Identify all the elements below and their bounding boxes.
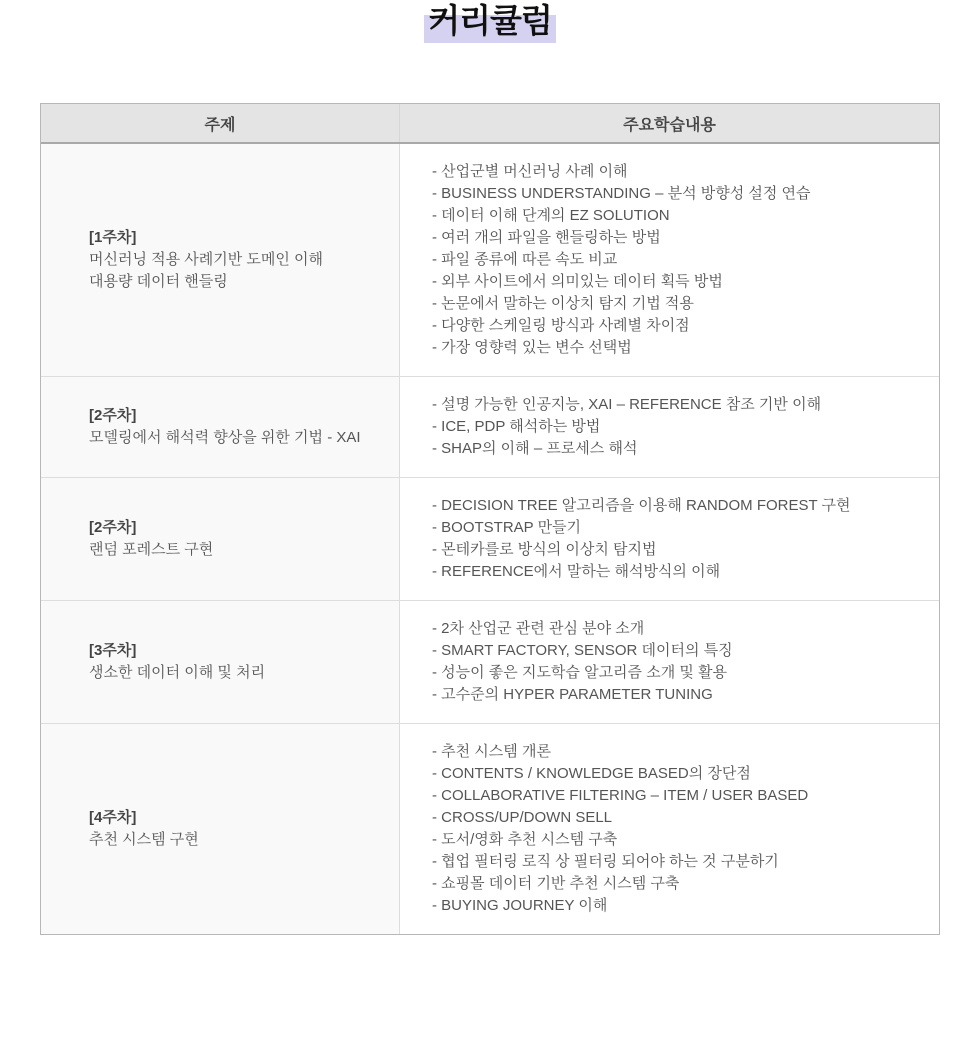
contents-cell-content: [432, 741, 808, 917]
topic-cell-content: [89, 807, 199, 851]
contents-cell: [399, 144, 939, 376]
content-line: - 쇼핑몰 데이터 기반 추천 시스템 구축: [432, 875, 680, 892]
contents-cell: [399, 478, 939, 600]
content-line: - 데이터 이해 단계의 EZ SOLUTION: [432, 207, 670, 224]
content-line: - 2차 산업군 관련 관심 분야 소개: [432, 620, 645, 637]
topic-line: 랜덤 포레스트 구현: [89, 541, 214, 558]
topic-cell: [41, 601, 399, 723]
table-row: [41, 477, 939, 600]
content-line: - 여러 개의 파일을 핸들링하는 방법: [432, 229, 661, 246]
content-line: - CONTENTS / KNOWLEDGE BASED의 장단점: [432, 765, 751, 782]
contents-cell-content: [432, 161, 811, 359]
topic-cell-content: [89, 517, 213, 561]
topic-line: 생소한 데이터 이해 및 처리: [89, 664, 266, 681]
topic-cell: [41, 478, 399, 600]
content-line: - 가장 영향력 있는 변수 선택법: [432, 339, 632, 356]
week-label: [3주차]: [89, 642, 137, 659]
content-line: - 몬테카를로 방식의 이상치 탐지법: [432, 541, 657, 558]
content-line: - BUSINESS UNDERSTANDING – 분석 방향성 설정 연습: [432, 185, 811, 202]
topic-cell: [41, 144, 399, 376]
page-title: 커리큘럼: [424, 2, 556, 43]
content-line: - BUYING JOURNEY 이해: [432, 897, 608, 914]
table-body: [41, 144, 939, 934]
content-line: - 파일 종류에 따른 속도 비교: [432, 251, 618, 268]
content-line: - COLLABORATIVE FILTERING – ITEM / USER BASED: [432, 787, 809, 804]
table-row: [41, 600, 939, 723]
content-line: - 외부 사이트에서 의미있는 데이터 획득 방법: [432, 273, 723, 290]
content-line: - 산업군별 머신러닝 사례 이해: [432, 163, 628, 180]
curriculum-table: [40, 103, 940, 935]
content-line: - SHAP의 이해 – 프로세스 해석: [432, 440, 638, 457]
content-line: - 고수준의 HYPER PARAMETER TUNING: [432, 686, 713, 703]
topic-line: 머신러닝 적용 사례기반 도메인 이해: [89, 251, 324, 268]
topic-cell: [41, 724, 399, 934]
contents-cell: [399, 377, 939, 477]
content-line: - CROSS/UP/DOWN SELL: [432, 809, 613, 826]
contents-cell: [399, 724, 939, 934]
contents-cell-content: [432, 394, 821, 460]
topic-cell-content: [89, 640, 265, 684]
topic-line: 대용량 데이터 핸들링: [89, 273, 228, 290]
content-line: - 협업 필터링 로직 상 필터링 되어야 하는 것 구분하기: [432, 853, 779, 870]
column-header-contents: 주요학습내용: [399, 104, 939, 142]
topic-cell-content: [89, 227, 323, 293]
week-label: [4주차]: [89, 809, 137, 826]
content-line: - 도서/영화 추천 시스템 구축: [432, 831, 618, 848]
content-line: - 성능이 좋은 지도학습 알고리즘 소개 및 활용: [432, 664, 727, 681]
column-header-topic: 주제: [204, 116, 236, 134]
content-line: - 논문에서 말하는 이상치 탐지 기법 적용: [432, 295, 694, 312]
content-line: - REFERENCE에서 말하는 해석방식의 이해: [432, 563, 721, 580]
table-header-row: [41, 104, 939, 144]
topic-line: 추천 시스템 구현: [89, 831, 199, 848]
title-section: [0, 0, 980, 43]
content-line: - ICE, PDP 해석하는 방법: [432, 418, 601, 435]
week-label: [2주차]: [89, 519, 137, 536]
topic-line: 모델링에서 해석력 향상을 위한 기법 - XAI: [89, 429, 361, 446]
content-line: - BOOTSTRAP 만들기: [432, 519, 582, 536]
content-line: - SMART FACTORY, SENSOR 데이터의 특징: [432, 642, 733, 659]
content-line: - DECISION TREE 알고리즘을 이용해 RANDOM FOREST 구현: [432, 497, 851, 514]
table-row: [41, 376, 939, 477]
topic-cell-content: [89, 405, 361, 449]
week-label: [1주차]: [89, 229, 137, 246]
topic-cell: [41, 377, 399, 477]
contents-cell-content: [432, 495, 851, 583]
content-line: - 설명 가능한 인공지능, XAI – REFERENCE 참조 기반 이해: [432, 396, 822, 413]
content-line: - 추천 시스템 개론: [432, 743, 551, 760]
content-line: - 다양한 스케일링 방식과 사례별 차이점: [432, 317, 690, 334]
contents-cell-content: [432, 618, 733, 706]
table-row: [41, 723, 939, 934]
week-label: [2주차]: [89, 407, 137, 424]
table-row: [41, 144, 939, 376]
contents-cell: [399, 601, 939, 723]
